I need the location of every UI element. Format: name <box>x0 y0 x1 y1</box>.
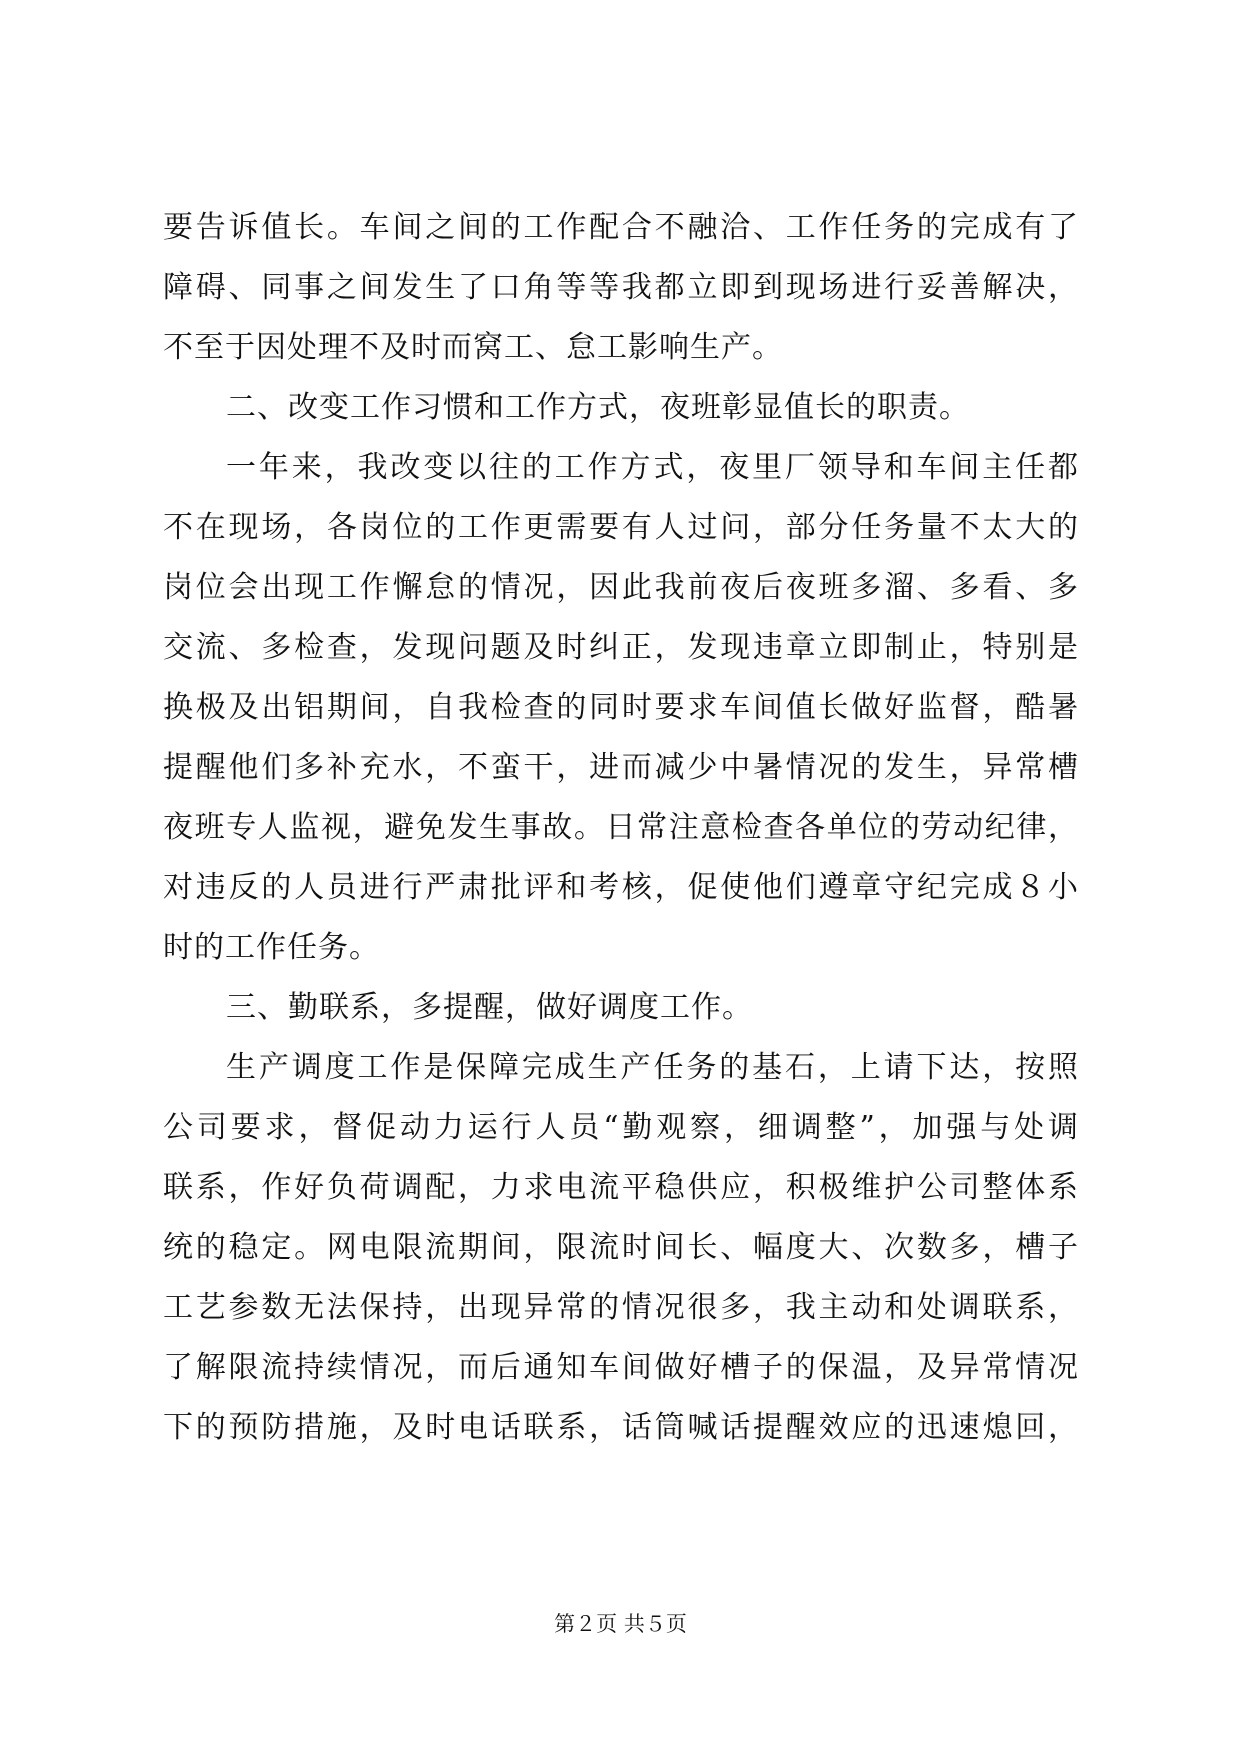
text-line: 一年来，我改变以往的工作方式，夜里厂领导和车间主任都 <box>226 450 1079 485</box>
text-line: 统的稳定。网电限流期间，限流时间长、幅度大、次数多，槽子 <box>163 1230 1079 1265</box>
text-line: 下的预防措施，及时电话联系，话筒喊话提醒效应的迅速熄回， <box>163 1410 1079 1445</box>
text-line: 换极及出铝期间，自我检查的同时要求车间值长做好监督，酷暑 <box>163 690 1079 725</box>
text-line: 不在现场，各岗位的工作更需要有人过问，部分任务量不太大的 <box>163 510 1079 545</box>
text-line: 联系，作好负荷调配，力求电流平稳供应，积极维护公司整体系 <box>163 1170 1079 1205</box>
text-line: 交流、多检查，发现问题及时纠正，发现违章立即制止，特别是 <box>163 630 1079 665</box>
text-line: 时的工作任务。 <box>163 930 380 965</box>
text-line: 公司要求，督促动力运行人员“勤观察，细调整”，加强与处调 <box>163 1110 1079 1145</box>
text-line: 了解限流持续情况，而后通知车间做好槽子的保温，及异常情况 <box>163 1350 1079 1385</box>
text-line: 生产调度工作是保障完成生产任务的基石，上请下达，按照 <box>226 1050 1079 1085</box>
page-number-footer: 第２页 共５页 <box>554 1612 687 1636</box>
text-line: 不至于因处理不及时而窝工、怠工影响生产。 <box>163 330 783 365</box>
text-line: 岗位会出现工作懈怠的情况，因此我前夜后夜班多溜、多看、多 <box>163 570 1079 605</box>
text-line: 工艺参数无法保持，出现异常的情况很多，我主动和处调联系， <box>163 1290 1079 1325</box>
section-heading: 二、改变工作习惯和工作方式，夜班彰显值长的职责。 <box>226 390 970 425</box>
section-heading: 三、勤联系，多提醒，做好调度工作。 <box>226 990 753 1025</box>
text-line: 提醒他们多补充水，不蛮干，进而减少中暑情况的发生，异常槽 <box>163 750 1079 785</box>
text-line: 对违反的人员进行严肃批评和考核，促使他们遵章守纪完成８小 <box>163 870 1079 905</box>
text-line: 要告诉值长。车间之间的工作配合不融洽、工作任务的完成有了 <box>163 210 1079 245</box>
text-line: 障碍、同事之间发生了口角等等我都立即到现场进行妥善解决， <box>163 270 1079 305</box>
text-line: 夜班专人监视，避免发生事故。日常注意检查各单位的劳动纪律， <box>163 810 1079 845</box>
